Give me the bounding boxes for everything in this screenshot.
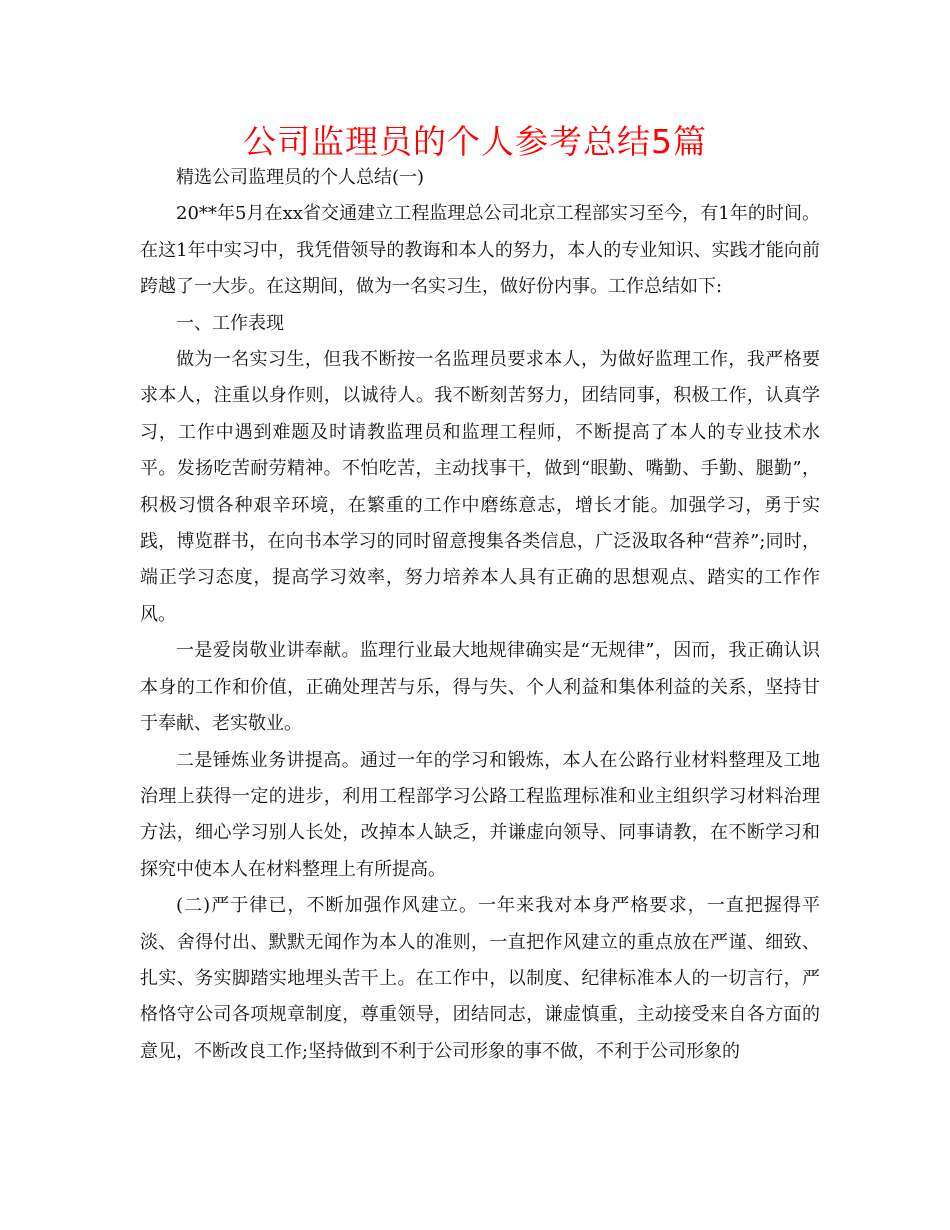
paragraph-dedication: 一是爱岗敬业讲奉献。监理行业最大地规律确实是“无规律”，因而，我正确认识本身的工作和价值，正确处理苦与乐，得与失、个人利益和集体利益的关系，坚持甘于奉献、老实敬业。 bbox=[140, 640, 820, 735]
paragraph-intro: 20**年5月在xx省交通建立工程监理总公司北京工程部实习至今，有1年的时间。在这1年中实习中，我凭借领导的教诲和本人的努力，本人的专业知识、实践才能向前跨越了一大步。在这期间，做为一名实习生，做好份内事。工作总结如下: bbox=[140, 203, 820, 298]
section-heading-work-performance: 一、工作表现 bbox=[176, 312, 284, 334]
document-title: 公司监理员的个人参考总结5篇 bbox=[243, 122, 707, 161]
paragraph-discipline: (二)严于律已，不断加强作风建立。一年来我对本身严格要求，一直把握得平淡、舍得付出、默默无闻作为本人的准则，一直把作风建立的重点放在严谨、细致、扎实、务实脚踏实地埋头苦干上。在工作中，以制度、纪律标准本人的一切言行，严格恪守公司各项规章制度，尊重领导，团结同志，谦虚慎重，主动接受来自各方面的意见，不断改良工作;坚持做到不利于公司形象的事不做，不利于公司形象的 bbox=[140, 895, 820, 1062]
paragraph-subtitle: 精选公司监理员的个人总结(一) bbox=[176, 167, 425, 188]
document-body bbox=[140, 160, 820, 1070]
paragraph-work-performance: 做为一名实习生，但我不断按一名监理员要求本人，为做好监理工作，我严格要求本人，注重以身作则，以诚待人。我不断刻苦努力，团结同事，积极工作，认真学习，工作中遇到难题及时请教监理员和监理工程师，不断提高了本人的专业技术水平。发扬吃苦耐劳精神。不怕吃苦，主动找事干，做到“眼勤、嘴勤、手勤、腿勤”，积极习惯各种艰辛环境，在繁重的工作中磨练意志，增长才能。加强学习，勇于实践，博览群书，在向书本学习的同时留意搜集各类信息，广泛汲取各种“营养”;同时，端正学习态度，提高学习效率，努力培养本人具有正确的思想观点、踏实的工作作风。 bbox=[140, 349, 820, 625]
paragraph-skills: 二是锤炼业务讲提高。通过一年的学习和锻炼，本人在公路行业材料整理及工地治理上获得一定的进步，利用工程部学习公路工程监理标准和业主组织学习材料治理方法，细心学习别人长处，改掉本人缺乏，并谦虚向领导、同事请教，在不断学习和探究中使本人在材料整理上有所提高。 bbox=[140, 749, 820, 880]
